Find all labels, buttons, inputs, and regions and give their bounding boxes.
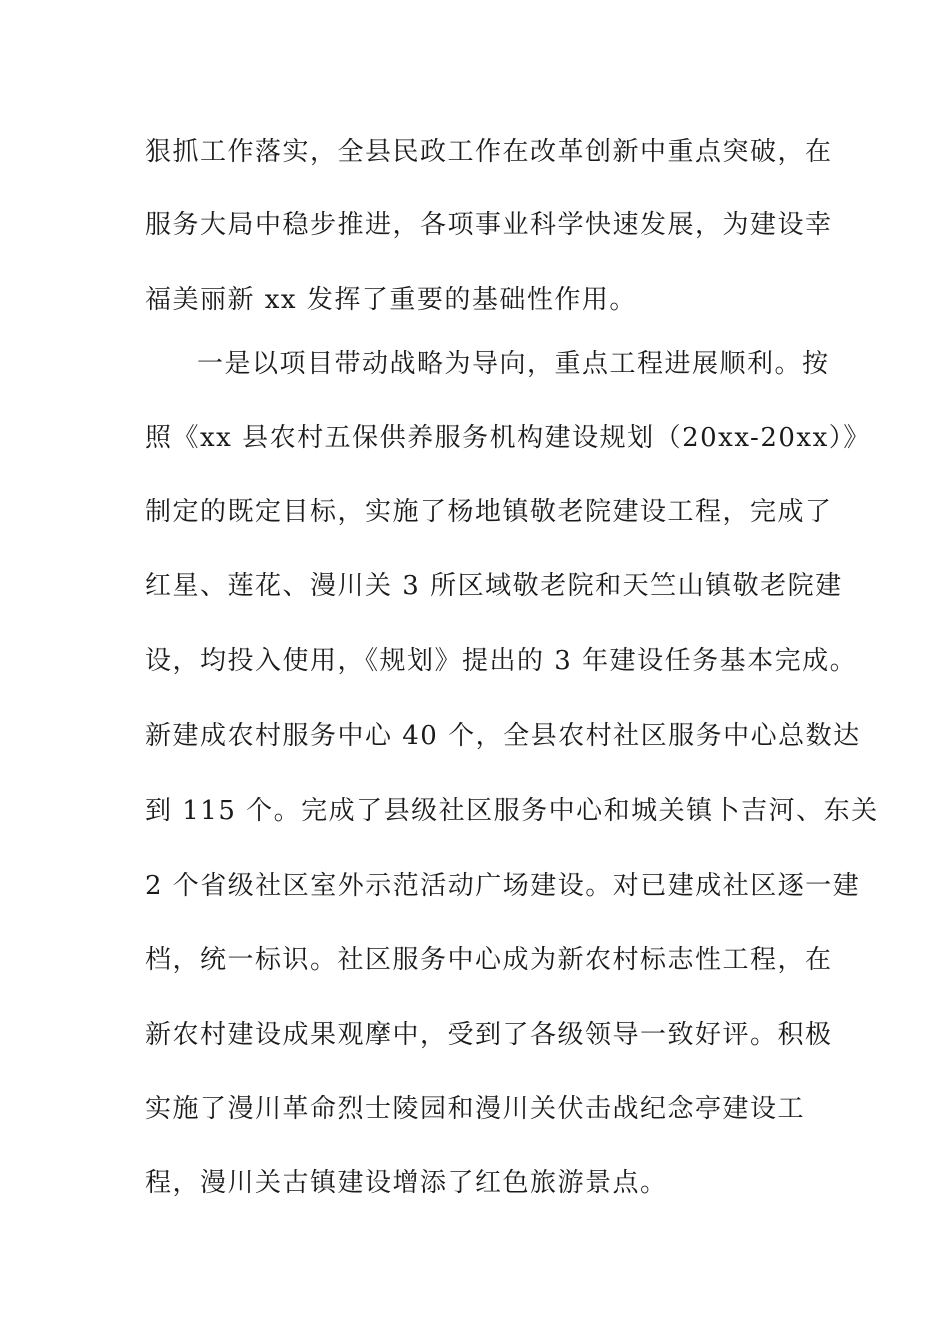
paragraph-line: 档，统一标识。社区服务中心成为新农村标志性工程，在 [145,945,833,975]
paragraph-line: 狠抓工作落实，全县民政工作在改革创新中重点突破，在 [145,137,833,167]
paragraph-line: 制定的既定目标，实施了杨地镇敬老院建设工程，完成了 [145,497,833,527]
paragraph-line: 实施了漫川革命烈士陵园和漫川关伏击战纪念亭建设工 [145,1094,806,1124]
paragraph-line: 照《xx 县农村五保供养服务机构建设规划（20xx-20xx）》 [145,423,871,453]
paragraph-line: 福美丽新 xx 发挥了重要的基础性作用。 [145,285,637,315]
paragraph-line: 服务大局中稳步推进，各项事业科学快速发展，为建设幸 [145,210,833,240]
paragraph-line: 新建成农村服务中心 40 个，全县农村社区服务中心总数达 [145,721,861,751]
paragraph-line: 一是以项目带动战略为导向，重点工程进展顺利。按 [197,349,830,379]
paragraph-line: 程，漫川关古镇建设增添了红色旅游景点。 [145,1168,668,1198]
paragraph-line: 红星、莲花、漫川关 3 所区域敬老院和天竺山镇敬老院建 [145,571,843,601]
paragraph-line: 设，均投入使用，《规划》提出的 3 年建设任务基本完成。 [145,646,858,676]
paragraph-line: 新农村建设成果观摩中，受到了各级领导一致好评。积极 [145,1020,833,1050]
paragraph-line: 2 个省级社区室外示范活动广场建设。对已建成社区逐一建 [145,871,861,901]
paragraph-line: 到 115 个。完成了县级社区服务中心和城关镇卜吉河、东关 [145,796,879,826]
